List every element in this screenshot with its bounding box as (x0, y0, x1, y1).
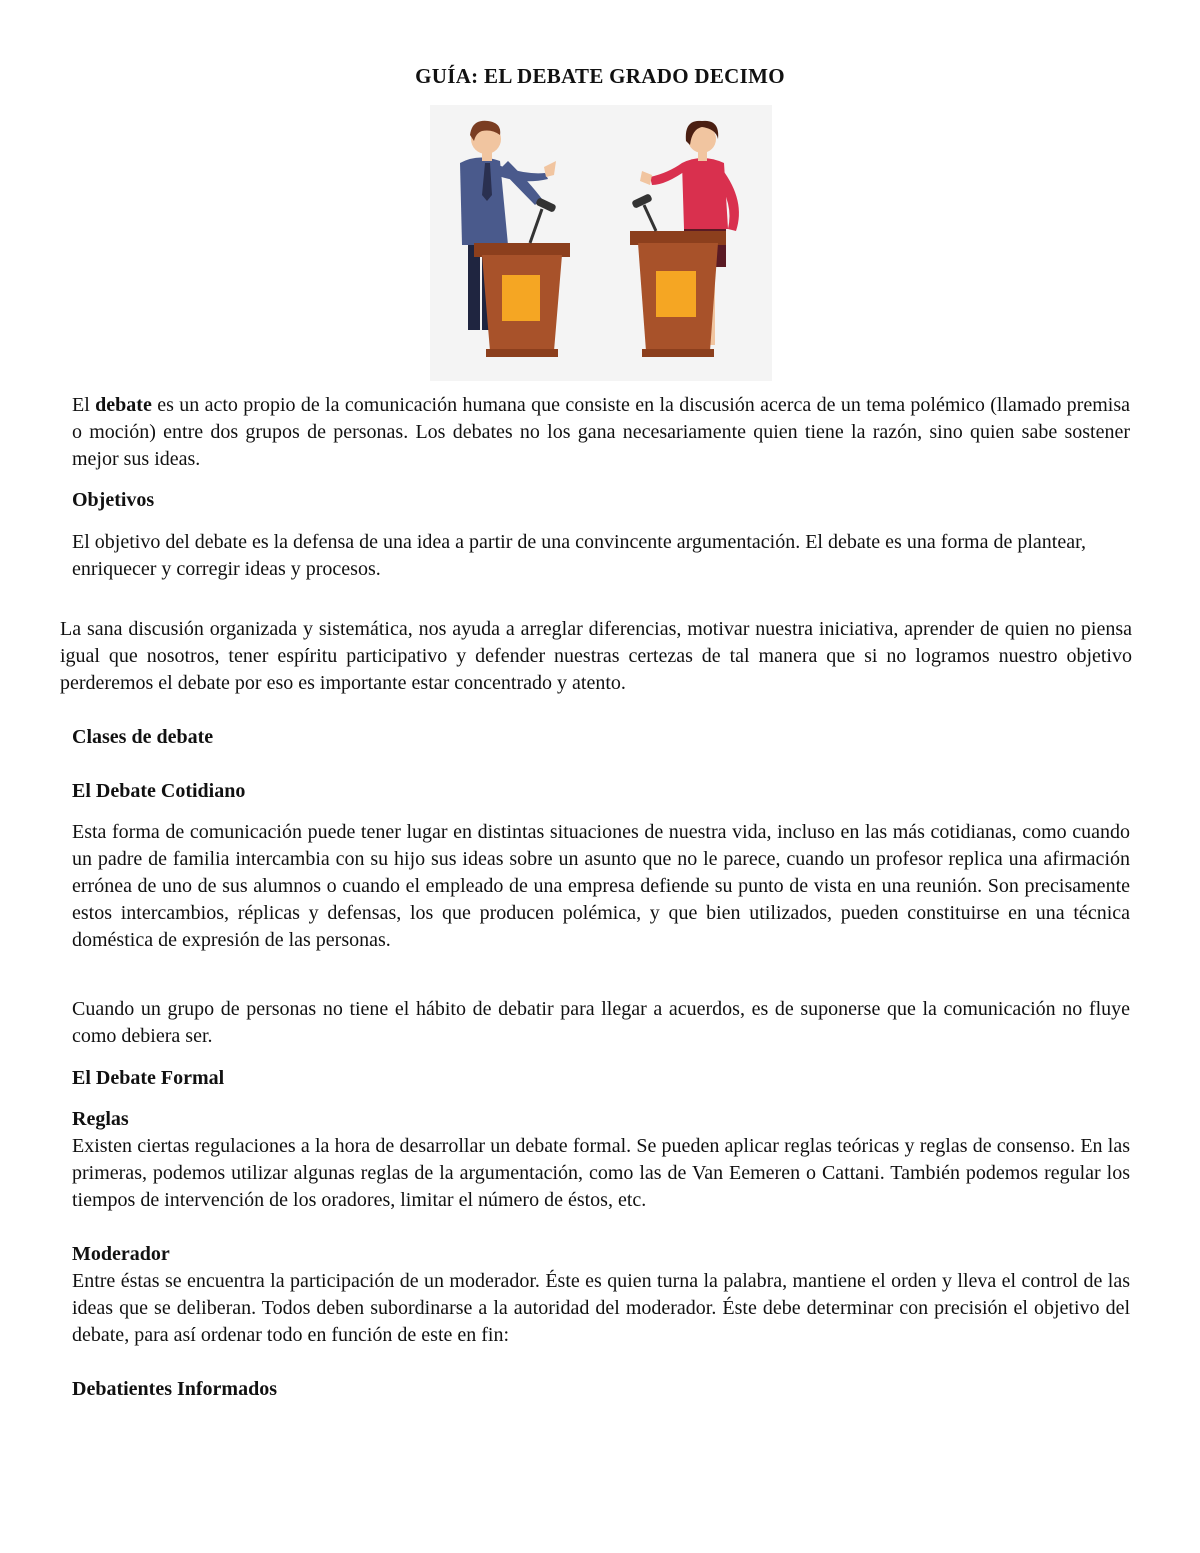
debate-term: debate (95, 394, 152, 416)
objetivos-paragraph-1: El objetivo del debate es la defensa de una idea a partir de una convincente argumentación. El debate es una forma de plantear, enriquecer y corregir ideas y procesos. (72, 531, 1086, 580)
heading-debatientes-informados: Debatientes Informados (72, 1378, 277, 1400)
heading-debate-formal: El Debate Formal (72, 1067, 225, 1089)
heading-moderador: Moderador (72, 1243, 170, 1265)
debate-illustration (430, 105, 772, 381)
heading-reglas: Reglas (72, 1108, 129, 1130)
reglas-paragraph: Existen ciertas regulaciones a la hora de desarrollar un debate formal. Se pueden aplicar reglas teóricas y reglas de consenso. En las primeras, podemos utilizar algunas reglas de la argumentación, como las de Van Eemeren o Cattani. También podemos regular los tiempos de intervención de los oradores, limitar el número de éstos, etc. (72, 1135, 1130, 1211)
page-title: GUÍA: EL DEBATE GRADO DECIMO (415, 64, 785, 88)
intro-paragraph: El debate es un acto propio de la comunicación humana que consiste en la discusión acerca de un tema polémico (llamado premisa o moción) entre dos grupos de personas. Los debates no los gana necesariamente quien tiene la razón, sino quien sabe sostener mejor sus ideas. (72, 394, 1130, 470)
cotidiano-paragraph-1: Esta forma de comunicación puede tener lugar en distintas situaciones de nuestra vida, incluso en las más cotidianas, como cuando un padre de familia intercambia con su hijo sus ideas sobre un asunto que no le parece, cuando un profesor replica una afirmación errónea de uno de sus alumnos o cuando el empleado de una empresa defiende su punto de vista en una reunión. Son precisamente estos intercambios, réplicas y defensas, los que producen polémica, y que bien utilizados, pueden constituirse en una técnica doméstica de expresión de las personas. (72, 821, 1130, 951)
cotidiano-paragraph-2: Cuando un grupo de personas no tiene el hábito de debatir para llegar a acuerdos, es de suponerse que la comunicación no fluye como debiera ser. (72, 998, 1130, 1047)
heading-clases-de-debate: Clases de debate (72, 726, 214, 748)
objetivos-paragraph-2: La sana discusión organizada y sistemática, nos ayuda a arreglar diferencias, motivar nuestra iniciativa, aprender de quien no piensa igual que nosotros, tener espíritu participativo y defender nuestras certezas de tal manera que si no logramos nuestro objetivo perderemos el debate por eso es importante estar concentrado y atento. (60, 618, 1132, 694)
heading-debate-cotidiano: El Debate Cotidiano (72, 780, 246, 802)
moderador-paragraph: Entre éstas se encuentra la participación de un moderador. Éste es quien turna la palabra, mantiene el orden y lleva el control de las ideas que se deliberan. Todos deben subordinarse a la autoridad del moderador. Éste debe determinar con precisión el objetivo del debate, para así ordenar todo en función de este en fin: (72, 1270, 1130, 1346)
heading-objetivos: Objetivos (72, 489, 155, 511)
